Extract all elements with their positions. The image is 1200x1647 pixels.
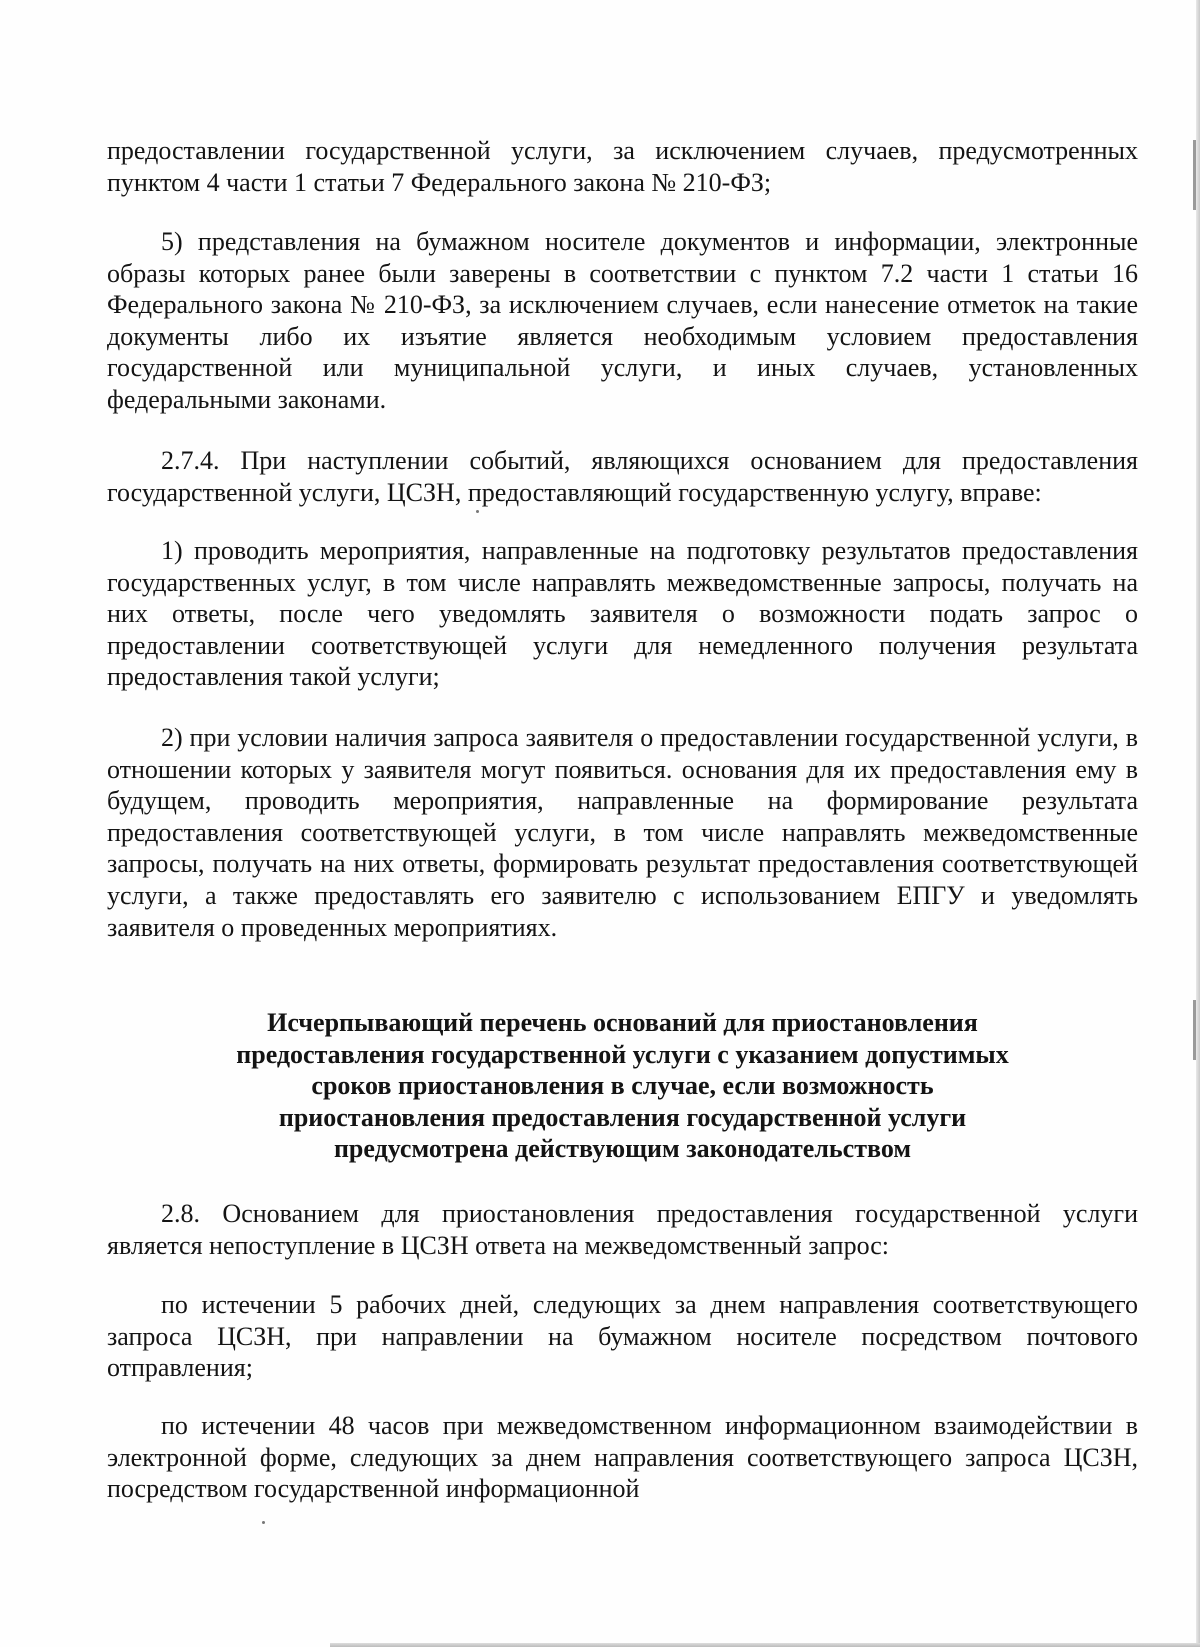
paragraph-continuation: предоставлении государственной услуги, за исключением случаев, предусмотренных пунктом 4 части 1 статьи 7 Федерального закона № 210-ФЗ;	[107, 136, 1138, 197]
heading-line: Исчерпывающий перечень оснований для приостановления	[267, 1008, 978, 1037]
scan-edge-mark	[1193, 1000, 1196, 1060]
scan-speck	[262, 1521, 265, 1524]
heading-line: сроков приостановления в случае, если возможность	[311, 1071, 934, 1101]
scan-edge-right	[1196, 0, 1200, 1647]
paragraph-5-days: по истечении 5 рабочих дней, следующих за днем направления соответствующего запроса ЦСЗН, при направлении на бумажном носителе посредством почтового отправления;	[107, 1290, 1138, 1383]
scan-edge-bottom	[330, 1643, 1200, 1647]
heading-line: предусмотрена действующим законодательством	[333, 1134, 912, 1164]
paragraph-item-2: 2) при условии наличия запроса заявителя о предоставлении государственной услуги, в отношении которых у заявителя могут появиться. основания для их предоставления ему в будущем, проводить мероприятия, направленные на формирование результата предоставления соответствующей услуги, в том числе направлять межведомственные запросы, получать на них ответы, формировать результат предоставления соответствующей услуги, а также предоставлять его заявителю с использованием ЕПГУ и уведомлять заявителя о проведенных мероприятиях.	[107, 723, 1138, 942]
scan-speck	[476, 510, 479, 513]
paragraph-48-hours: по истечении 48 часов при межведомственном информационном взаимодействии в электронной форме, следующих за днем направления соответствующего запроса ЦСЗН, посредством государственной информационной	[107, 1411, 1138, 1504]
heading-line: приостановления предоставления государственной услуги	[278, 1102, 967, 1132]
paragraph-item-1: 1) проводить мероприятия, направленные на подготовку результатов предоставления государственных услуг, в том числе направлять межведомственные запросы, получать на них ответы, после чего уведомлять заявителя о возможности подать запрос о предоставлении соответствующей услуги для немедленного получения результата предоставления такой услуги;	[107, 536, 1138, 692]
section-heading	[107, 1007, 1138, 1165]
paragraph-2-7-4: 2.7.4. При наступлении событий, являющихся основанием для предоставления государственной услуги, ЦСЗН, предоставляющий государственную услугу, вправе:	[107, 446, 1138, 507]
paragraph-2-8: 2.8. Основанием для приостановления предоставления государственной услуги является непоступление в ЦСЗН ответа на межведомственный запрос:	[107, 1199, 1138, 1260]
scan-edge-mark	[1193, 140, 1196, 210]
heading-line: предоставления государственной услуги с указанием допустимых	[236, 1039, 1009, 1069]
paragraph-item-5: 5) представления на бумажном носителе документов и информации, электронные образы которых ранее были заверены в соответствии с пунктом 7.2 части 1 статьи 16 Федерального закона № 210-ФЗ, за исключением случаев, если нанесение отметок на такие документы либо их изъятие является необходимым условием предоставления государственной или муниципальной услуги, и иных случаев, установленных федеральными законами.	[107, 227, 1138, 414]
